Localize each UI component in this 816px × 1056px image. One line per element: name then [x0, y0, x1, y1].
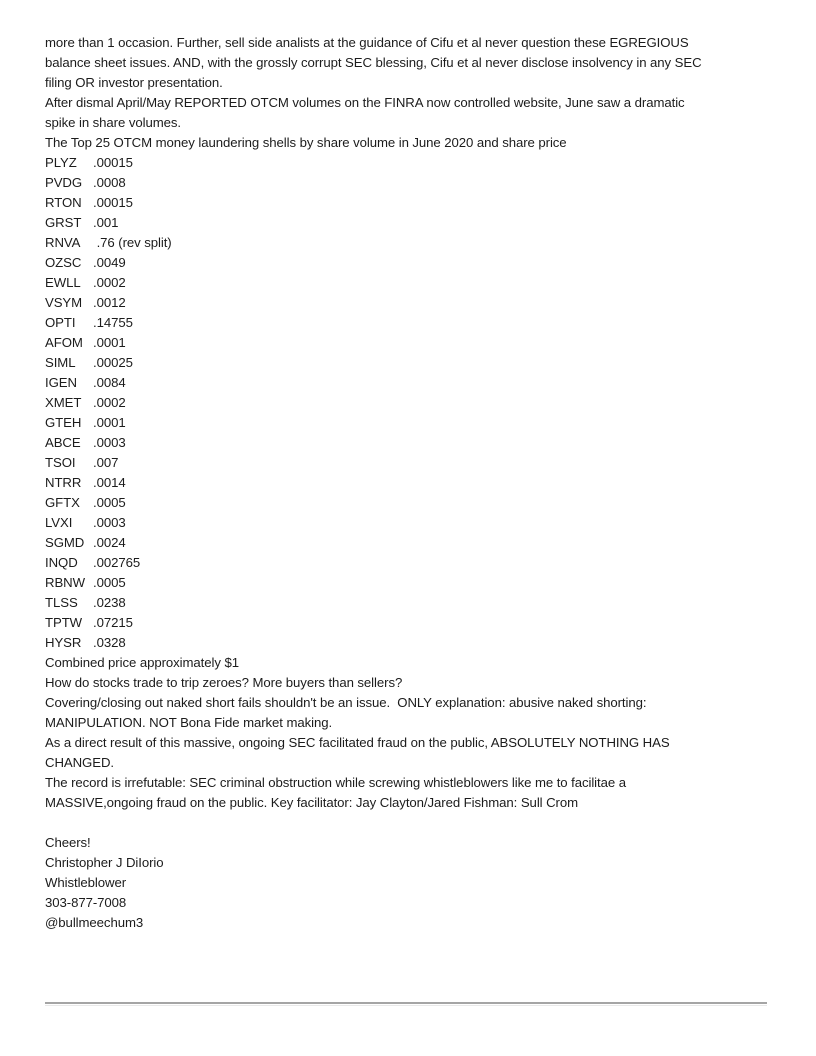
ticker-symbol: TPTW	[45, 615, 83, 630]
ticker-price: .0014	[93, 475, 126, 490]
ticker-price: .0003	[93, 515, 126, 530]
ticker-row	[45, 593, 798, 613]
ticker-price: .0012	[93, 295, 126, 310]
ticker-row	[45, 633, 798, 653]
ticker-row	[45, 393, 798, 413]
ticker-price: .0001	[93, 415, 126, 430]
ticker-row	[45, 573, 798, 593]
blank-line	[45, 813, 798, 833]
ticker-row	[45, 433, 798, 453]
ticker-price: .0002	[93, 275, 126, 290]
ticker-row	[45, 473, 798, 493]
text-line: MANIPULATION. NOT Bona Fide market making.	[45, 715, 333, 730]
ticker-symbol: OPTI	[45, 315, 76, 330]
text-line: How do stocks trade to trip zeroes? More buyers than sellers?	[45, 675, 403, 690]
ticker-symbol: VSYM	[45, 295, 83, 310]
ticker-row	[45, 373, 798, 393]
text-line: filing OR investor presentation.	[45, 75, 223, 90]
ticker-price: .0001	[93, 335, 126, 350]
ticker-row	[45, 153, 798, 173]
ticker-symbol: IGEN	[45, 375, 77, 390]
ticker-symbol: SIML	[45, 355, 76, 370]
signature-line: Cheers!	[45, 835, 91, 850]
ticker-price: .0328	[93, 635, 126, 650]
signature-line: Christopher J DiIorio	[45, 855, 164, 870]
ticker-price: .002765	[93, 555, 141, 570]
ticker-symbol: NTRR	[45, 475, 82, 490]
ticker-row	[45, 193, 798, 213]
ticker-row	[45, 613, 798, 633]
ticker-symbol: ABCE	[45, 435, 81, 450]
ticker-row	[45, 533, 798, 553]
ticker-symbol: RNVA	[45, 235, 81, 250]
ticker-row	[45, 313, 798, 333]
ticker-symbol: PVDG	[45, 175, 83, 190]
text-line: balance sheet issues. AND, with the grossly corrupt SEC blessing, Cifu et al never disclose insolvency in any SEC	[45, 55, 702, 70]
ticker-symbol: AFOM	[45, 335, 83, 350]
ticker-row	[45, 293, 798, 313]
ticker-symbol: TLSS	[45, 595, 78, 610]
ticker-price: .007	[93, 455, 119, 470]
ticker-row	[45, 353, 798, 373]
ticker-symbol: INQD	[45, 555, 78, 570]
ticker-row	[45, 253, 798, 273]
text-line: CHANGED.	[45, 755, 114, 770]
ticker-symbol: RBNW	[45, 575, 85, 590]
ticker-symbol: TSOI	[45, 455, 76, 470]
ticker-row	[45, 493, 798, 513]
ticker-row	[45, 273, 798, 293]
ticker-row	[45, 333, 798, 353]
ticker-symbol: GTEH	[45, 415, 82, 430]
ticker-price: .00025	[93, 355, 133, 370]
ticker-row	[45, 413, 798, 433]
ticker-price: .0084	[93, 375, 126, 390]
ticker-price: .0005	[93, 495, 126, 510]
text-line: After dismal April/May REPORTED OTCM volumes on the FINRA now controlled website, June saw a dramatic	[45, 95, 685, 110]
text-line: The Top 25 OTCM money laundering shells by share volume in June 2020 and share price	[45, 135, 567, 150]
ticker-price: .14755	[93, 315, 133, 330]
ticker-row	[45, 173, 798, 193]
text-line: Combined price approximately $1	[45, 655, 239, 670]
text-line: more than 1 occasion. Further, sell side analists at the guidance of Cifu et al never question these EGREGIOUS	[45, 35, 689, 50]
ticker-row	[45, 553, 798, 573]
ticker-price: .0005	[93, 575, 126, 590]
ticker-row	[45, 213, 798, 233]
ticker-symbol: GRST	[45, 215, 82, 230]
signature-line: @bullmeechum3	[45, 915, 144, 930]
text-line: spike in share volumes.	[45, 115, 181, 130]
ticker-price: .0049	[93, 255, 126, 270]
ticker-symbol: GFTX	[45, 495, 80, 510]
ticker-symbol: SGMD	[45, 535, 85, 550]
ticker-row	[45, 233, 798, 253]
ticker-row	[45, 513, 798, 533]
ticker-symbol: OZSC	[45, 255, 82, 270]
text-line: The record is irrefutable: SEC criminal obstruction while screwing whistleblowers like me to facilitae a	[45, 775, 626, 790]
ticker-price: .0238	[93, 595, 126, 610]
document-body	[45, 33, 798, 933]
ticker-price: .0002	[93, 395, 126, 410]
ticker-price: .07215	[93, 615, 133, 630]
text-line: Covering/closing out naked short fails shouldn't be an issue. ONLY explanation: abusive naked shorting:	[45, 695, 647, 710]
horizontal-rule	[45, 1002, 767, 1006]
ticker-symbol: XMET	[45, 395, 82, 410]
ticker-price: .00015	[93, 155, 133, 170]
text-line: MASSIVE,ongoing fraud on the public. Key facilitator: Jay Clayton/Jared Fishman: Sull Crom	[45, 795, 579, 810]
signature-line: 303-877-7008	[45, 895, 127, 910]
ticker-price: .0008	[93, 175, 126, 190]
ticker-symbol: HYSR	[45, 635, 82, 650]
ticker-symbol: EWLL	[45, 275, 81, 290]
ticker-symbol: LVXI	[45, 515, 73, 530]
ticker-symbol: RTON	[45, 195, 82, 210]
text-line: As a direct result of this massive, ongoing SEC facilitated fraud on the public, ABSOLUTELY NOTHING HAS	[45, 735, 670, 750]
ticker-price: .001	[93, 215, 119, 230]
ticker-symbol: PLYZ	[45, 155, 77, 170]
signature-line: Whistleblower	[45, 875, 127, 890]
ticker-price: .0003	[93, 435, 126, 450]
ticker-price: .00015	[93, 195, 133, 210]
ticker-price: .76 (rev split)	[93, 235, 172, 250]
ticker-row	[45, 453, 798, 473]
ticker-price: .0024	[93, 535, 126, 550]
